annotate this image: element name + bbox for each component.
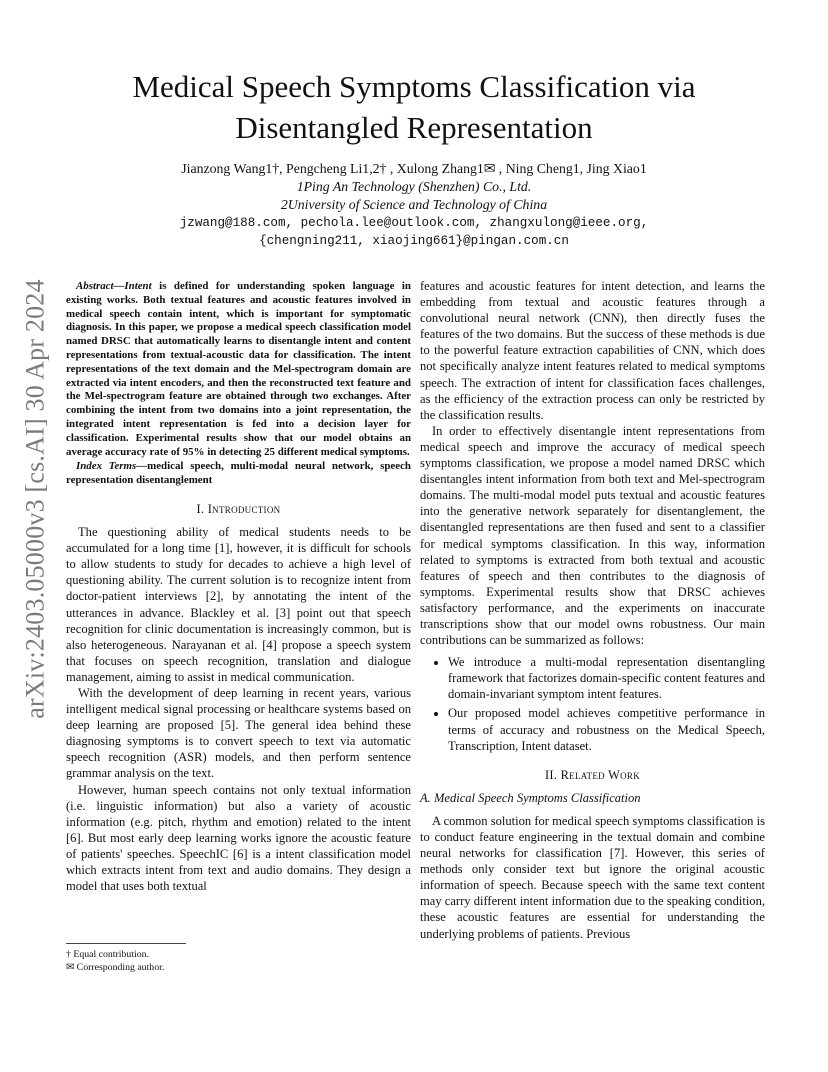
affiliation-2: 2University of Science and Technology of China	[280, 197, 548, 212]
related-paragraph-1: A common solution for medical speech symptoms classification is to conduct feature engineering in the textual domain and combine neural networks for classification [7]. However, this series of methods only consider text but ignore the original acoustic information of speech. Because speech with the same text content may carry different intent information due to the speaking condition, these acoustic features are essential for understanding the underlying problems of patients. Previous	[420, 813, 765, 941]
intro-paragraph-1: The questioning ability of medical students needs to be accumulated for a long time [1], however, it is difficult for schools to allow students to study for decades to achieve a high level of questioning ability. The current solution is to recognize intent from doctor-patient interviews [2], by annotating the intent of the utterances in advance. Blackley et al. [3] point out that speech recognition for clinic documentation is increasingly common, but is also heterogeneous. Narayanan et al. [4] propose a speech system that focuses on speech recognition, translation and dialogue management, aiming to assist in medical communication.	[66, 525, 411, 684]
paper-title: Medical Speech Symptoms Classification via Disentangled Representation	[132, 69, 696, 145]
footnote-corresponding-author: ✉ Corresponding author.	[66, 961, 165, 973]
subsection-a-heading: A. Medical Speech Symptoms Classification	[420, 790, 641, 805]
section-related-work-heading: II. Related Work	[544, 767, 641, 782]
intro-paragraph-5: In order to effectively disentangle intent representations from medical speech and improve the accuracy of medical speech symptoms classification, we propose a model named DRSC which disentangles intent information from both text and Mel-spectrogram domains. The multi-modal model puts textual and acoustic features into the generative network separately for disentanglement, the disentangled representations are then fused and sent to a classifier for medical symptoms classification. In this way, information related to symptoms is extracted from both textual and acoustic features of speech and then contributes to the diagnosis of symptoms. Experimental results show that DRSC achieves satisfactory performance, and the experiments on inaccurate transcriptions show that our model owns robustness. Our main contributions can be summarized as follows:	[420, 423, 765, 648]
emails-line-2: {chengning211, xiaojing661}@pingan.com.cn	[259, 234, 569, 248]
footnote-equal-contribution: † Equal contribution.	[66, 949, 149, 960]
arxiv-identifier	[19, 279, 53, 719]
arxiv-identifier-text: arXiv:2403.05000v3 [cs.AI] 30 Apr 2024	[21, 279, 50, 719]
abstract	[66, 280, 411, 459]
section-introduction-heading: I. Introduction	[196, 501, 281, 516]
contribution-item: • We introduce a multi-modal representation disentangling framework that factorizes domain-specific content features and domain-invariant symptom intent features.	[448, 654, 765, 702]
right-column	[420, 278, 765, 942]
author-list: Jianzong Wang1†, Pengcheng Li1,2† , Xulong Zhang1✉ , Ning Cheng1, Jing Xiao1	[181, 161, 647, 176]
index-terms-text: —medical speech, multi-modal neural network, speech representation disentanglement	[66, 460, 411, 487]
index-terms-lead: Index Terms	[76, 460, 137, 473]
contributions-list	[420, 654, 765, 754]
intro-paragraph-3: However, human speech contains not only textual information (i.e. linguistic information) but also a variety of acoustic information (e.g. pitch, rhythm and emotion) related to the intent [6]. But most early deep learning works ignore the acoustic feature of patients' speeches. SpeechIC [6] is a intent classification model which extracts intent from text and audio domains. They design a model that uses both textual	[66, 782, 411, 894]
contribution-item: • Our proposed model achieves competitive performance in terms of accuracy and robustness on the Medical Speech, Transcription, Intent dataset.	[448, 705, 765, 753]
author-block	[60, 160, 768, 250]
abstract-text: is defined for understanding spoken language in existing works. Both textual features and acoustic features involved in medical speech contain intent, which is important for symptomatic diagnosis. In this paper, we propose a medical speech classification model named DRSC that automatically learns to disentangle intent and content representations from textual-acoustic data for classification. The intent representations of the text domain and the Mel-spectrogram domain are extracted via intent encoders, and then the reconstructed text feature and the Mel-spectrogram feature are obtained through two exchanges. After combining the intent from two domains into a joint representation, the integrated intent representation is fed into a decision layer for classification. Experimental results show that our model obtains an average accuracy rate of 95% in detecting 25 different medical symptoms.	[66, 280, 411, 458]
left-column	[66, 280, 411, 894]
emails-line-1: jzwang@188.com, pechola.lee@outlook.com, zhangxulong@ieee.org,	[179, 216, 649, 230]
abstract-lead: Abstract—Intent	[76, 280, 152, 292]
index-terms	[66, 460, 411, 488]
affiliation-1: 1Ping An Technology (Shenzhen) Co., Ltd.	[296, 179, 532, 194]
intro-paragraph-4: features and acoustic features for intent detection, and learns the embedding from textual and acoustic features through a convolutional neural network (CNN), then directly fuses the features of the two domains. But the success of these methods is due to the powerful feature extraction capabilities of CNN, which does not specifically analyze intent features related to medical symptoms speech. The extraction of intent for classification faces challenges, as the efficiency of the extraction process can only be restricted by the classification results.	[420, 279, 765, 422]
footnotes	[66, 943, 186, 974]
intro-paragraph-2: With the development of deep learning in recent years, various intelligent medical signal processing or healthcare systems based on deep learning are proposed [5]. The general idea behind these diagnosing symptoms is to convert speech to text via automatic speech recognition (ASR) models, and then perform sentence grammar analysis on the text.	[66, 685, 411, 781]
